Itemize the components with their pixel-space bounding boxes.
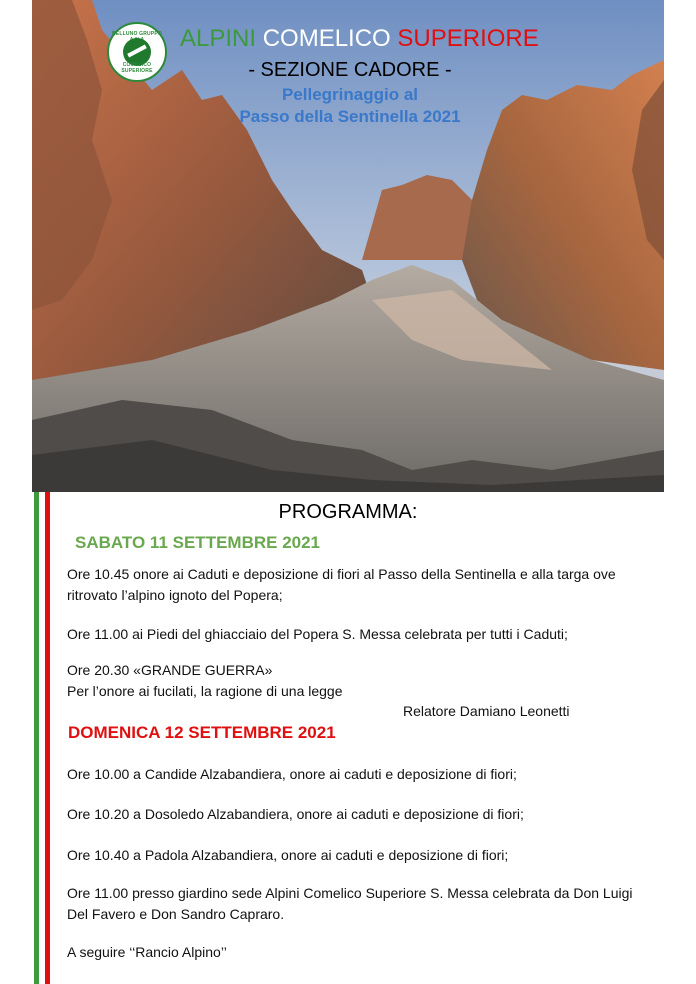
logo-text-bottom: COMELICO SUPERIORE bbox=[121, 62, 153, 74]
closing-note: A seguire ‘‘Rancio Alpino’’ bbox=[67, 944, 227, 960]
section-subtitle: - SEZIONE CADORE - bbox=[248, 59, 452, 81]
sunday-item-4-line2: Del Favero e Don Sandro Capraro. bbox=[67, 906, 285, 922]
saturday-item-1 bbox=[67, 564, 667, 606]
event-title-line1: Pellegrinaggio al bbox=[281, 85, 419, 104]
sunday-item-4 bbox=[67, 883, 667, 925]
stripe-red bbox=[45, 492, 50, 984]
speaker-credit: Relatore Damiano Leonetti bbox=[403, 703, 570, 719]
saturday-heading: SABATO 11 SETTEMBRE 2021 bbox=[75, 533, 321, 552]
ana-group-logo bbox=[107, 22, 167, 82]
page-title bbox=[180, 24, 539, 54]
event-title bbox=[200, 84, 500, 128]
sunday-heading: DOMENICA 12 SETTEMBRE 2021 bbox=[68, 723, 336, 742]
sunday-item-1: Ore 10.00 a Candide Alzabandiera, onore ai caduti e deposizione di fiori; bbox=[67, 766, 517, 782]
saturday-item-3 bbox=[67, 660, 667, 702]
program-heading: PROGRAMMA: bbox=[278, 501, 418, 523]
sunday-item-2: Ore 10.20 a Dosoledo Alzabandiera, onore ai caduti e deposizione di fiori; bbox=[67, 806, 524, 822]
sunday-item-3: Ore 10.40 a Padola Alzabandiera, onore ai caduti e deposizione di fiori; bbox=[67, 847, 509, 863]
saturday-item-2: Ore 11.00 ai Piedi del ghiacciaio del Popera S. Messa celebrata per tutti i Caduti; bbox=[67, 626, 568, 642]
title-part-white: COMELICO bbox=[262, 25, 398, 52]
logo-text-top: BELLUNO GRUPPO bbox=[111, 31, 163, 37]
event-title-line2: Passo della Sentinella 2021 bbox=[239, 107, 461, 126]
saturday-item-3-line2: Per l’onore ai fucilati, la ragione di una legge bbox=[67, 683, 343, 699]
saturday-item-1-line2: ritrovato l’alpino ignoto del Popera; bbox=[67, 587, 283, 603]
saturday-item-3-line1: Ore 20.30 «GRANDE GUERRA» bbox=[67, 662, 273, 678]
title-part-green: ALPINI bbox=[180, 25, 263, 52]
saturday-item-1-line1: Ore 10.45 onore ai Caduti e deposizione di fiori al Passo della Sentinella e alla targa ove bbox=[67, 566, 616, 582]
sunday-item-4-line1: Ore 11.00 presso giardino sede Alpini Comelico Superiore S. Messa celebrata da Don Luigi bbox=[67, 885, 633, 901]
title-part-red: SUPERIORE bbox=[397, 25, 539, 52]
